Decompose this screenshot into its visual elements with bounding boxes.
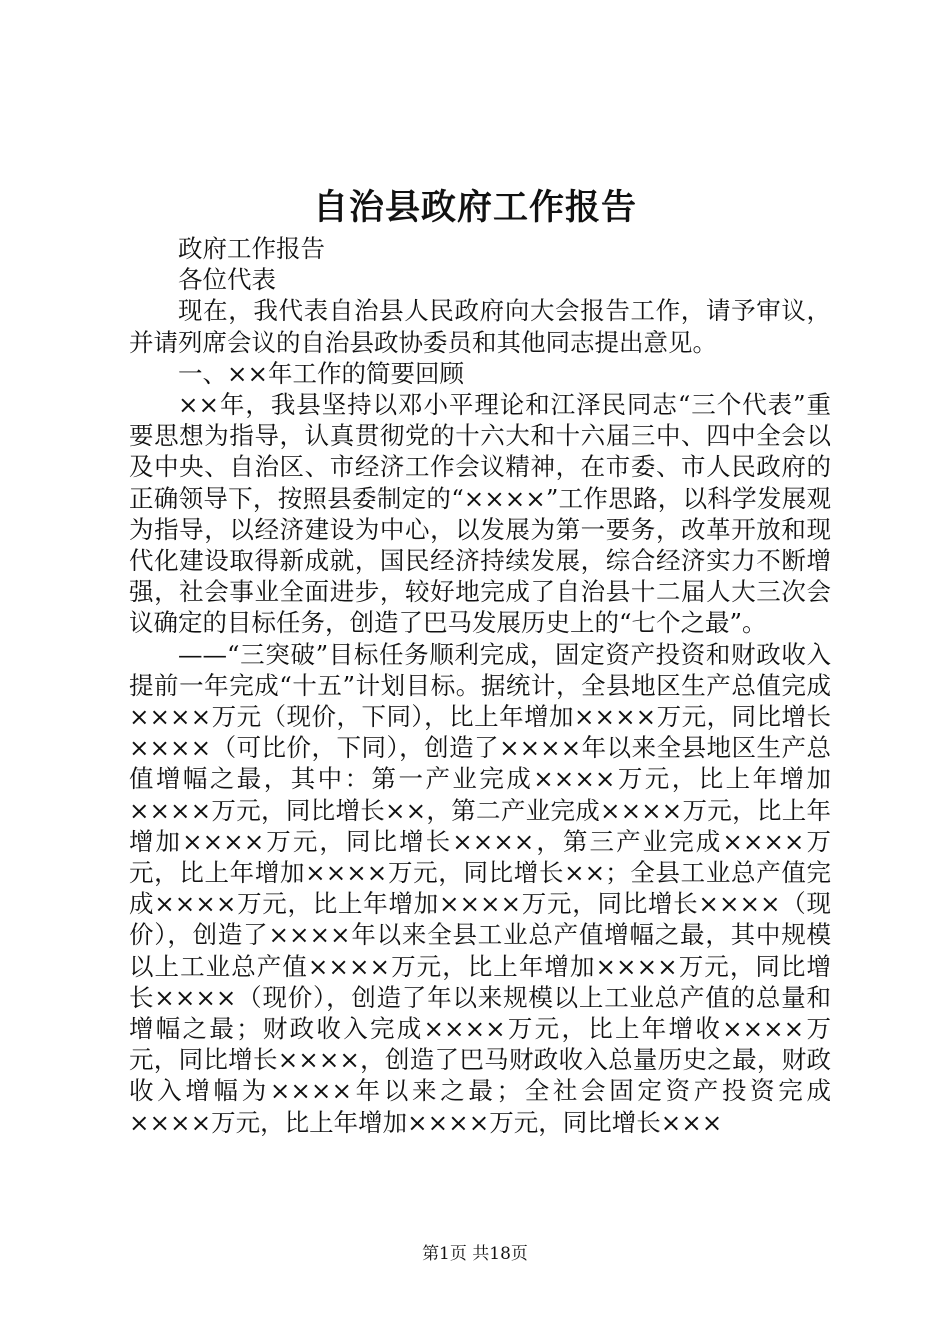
paragraph-salutation: 各位代表 [178,265,276,295]
document-body [129,233,831,1138]
paragraph-review: ××年，我县坚持以邓小平理论和江泽民同志“三个代表”重要思想为指导，认真贯彻党的十六大和十六届三中、四中全会以及中央、自治区、市经济工作会议精神，在市委、市人民政府的正确领导下，按照县委制定的“××××”工作思路，以科学发展观为指导，以经济建设为中心，以发展为第一要务，改革开放和现代化建设取得新成就，国民经济持续发展，综合经济实力不断增强，社会事业全面进步，较好地完成了自治县十二届人大三次会议确定的目标任务，创造了巴马发展历史上的“七个之最”。 [129,390,831,638]
paragraph-targets: ——“三突破”目标任务顺利完成，固定资产投资和财政收入提前一年完成“十五”计划目标。据统计，全县地区生产总值完成××××万元（现价，下同），比上年增加××××万元，同比增长××××（可比价，下同），创造了××××年以来全县地区生产总值增幅之最，其中：第一产业完成××××万元，比上年增加××××万元，同比增长××，第二产业完成××××万元，比上年增加××××万元，同比增长××××，第三产业完成××××万元，比上年增加××××万元，同比增长××；全县工业总产值完成××××万元，比上年增加××××万元，同比增长××××（现价），创造了××××年以来全县工业总产值增幅之最，其中规模以上工业总产值××××万元，比上年增加××××万元，同比增长××××（现价），创造了年以来规模以上工业总产值的总量和增幅之最；财政收入完成××××万元，比上年增收××××万元，同比增长××××，创造了巴马财政收入总量历史之最，财政收入增幅为××××年以来之最；全社会固定资产投资完成××××万元，比上年增加××××万元，同比增长××× [129,639,831,1137]
section-heading: 一、××年工作的简要回顾 [178,358,465,388]
paragraph-heading: 政府工作报告 [178,234,325,263]
paragraph-intro: 现在，我代表自治县人民政府向大会报告工作，请予审议，并请列席会议的自治县政协委员和其他同志提出意见。 [129,296,831,357]
page-number-footer: 第1页 共18页 [422,1244,528,1264]
document-title: 自治县政府工作报告 [312,187,637,228]
